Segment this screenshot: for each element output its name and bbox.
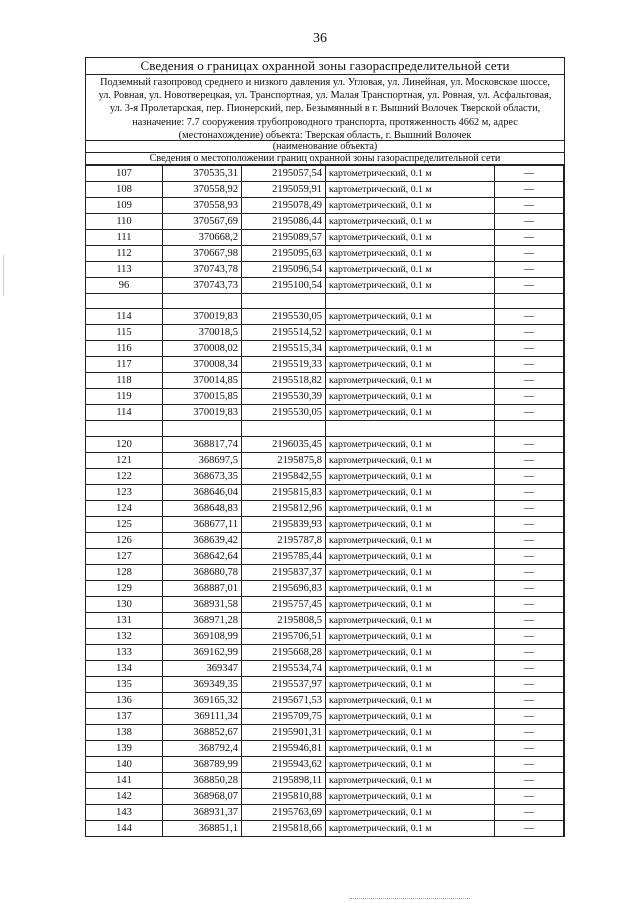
- y-coordinate-cell: 2195100,54: [242, 278, 326, 294]
- y-coordinate-cell: 2195842,55: [242, 468, 326, 484]
- method-cell: картометрический, 0.1 м: [326, 692, 495, 708]
- description-line: назначение: 7.7 сооружения трубопроводного транспорта, протяженность 4662 м, адрес: [132, 116, 518, 128]
- y-coordinate-cell: 2195057,54: [242, 166, 326, 182]
- note-cell: —: [495, 452, 564, 468]
- x-coordinate-cell: 370008,02: [163, 341, 242, 357]
- y-coordinate-cell: 2195089,57: [242, 230, 326, 246]
- table-row: [86, 198, 564, 214]
- scan-artifact: [350, 898, 470, 902]
- point-number-cell: 130: [86, 596, 163, 612]
- note-cell: —: [495, 740, 564, 756]
- description-line: ул. 3-я Пролетарская, пер. Пионерский, пер. Безымянный в г. Вышний Волочек Тверской области,: [109, 103, 541, 115]
- note-cell: —: [495, 182, 564, 198]
- note-cell: —: [495, 692, 564, 708]
- point-number-cell: 111: [86, 230, 163, 246]
- x-coordinate-cell: 370014,85: [163, 373, 242, 389]
- method-cell: [326, 421, 495, 436]
- note-cell: —: [495, 389, 564, 405]
- method-cell: картометрический, 0.1 м: [326, 246, 495, 262]
- x-coordinate-cell: 368673,35: [163, 468, 242, 484]
- note-cell: —: [495, 532, 564, 548]
- y-coordinate-cell: 2195815,83: [242, 484, 326, 500]
- description-line: (местонахождение) объекта: Тверская область, г. Вышний Волочек: [178, 129, 472, 141]
- note-cell: —: [495, 166, 564, 182]
- object-description: [86, 75, 564, 141]
- x-coordinate-cell: 368851,1: [163, 820, 242, 836]
- x-coordinate-cell: [163, 294, 242, 309]
- method-cell: картометрический, 0.1 м: [326, 230, 495, 246]
- point-number-cell: 144: [86, 820, 163, 836]
- x-coordinate-cell: 368697,5: [163, 452, 242, 468]
- note-cell: —: [495, 278, 564, 294]
- table-row: [86, 628, 564, 644]
- note-cell: —: [495, 596, 564, 612]
- x-coordinate-cell: 370535,31: [163, 166, 242, 182]
- page-number: 36: [313, 31, 327, 46]
- object-caption: (наименование объекта): [86, 141, 564, 153]
- point-number-cell: [86, 421, 163, 436]
- method-cell: картометрический, 0.1 м: [326, 389, 495, 405]
- x-coordinate-cell: 370019,83: [163, 405, 242, 421]
- point-number-cell: 133: [86, 644, 163, 660]
- x-coordinate-cell: 369108,99: [163, 628, 242, 644]
- point-number-cell: 131: [86, 612, 163, 628]
- y-coordinate-cell: [242, 421, 326, 436]
- x-coordinate-cell: 370008,34: [163, 357, 242, 373]
- x-coordinate-cell: 369162,99: [163, 644, 242, 660]
- x-coordinate-cell: 369349,35: [163, 676, 242, 692]
- method-cell: картометрический, 0.1 м: [326, 309, 495, 325]
- table-row: [86, 436, 564, 452]
- y-coordinate-cell: 2195839,93: [242, 516, 326, 532]
- method-cell: картометрический, 0.1 м: [326, 740, 495, 756]
- method-cell: картометрический, 0.1 м: [326, 532, 495, 548]
- y-coordinate-cell: [242, 294, 326, 309]
- point-number-cell: 96: [86, 278, 163, 294]
- y-coordinate-cell: 2195530,05: [242, 309, 326, 325]
- x-coordinate-cell: 370668,2: [163, 230, 242, 246]
- y-coordinate-cell: 2195709,75: [242, 708, 326, 724]
- y-coordinate-cell: 2195808,5: [242, 612, 326, 628]
- x-coordinate-cell: 368680,78: [163, 564, 242, 580]
- y-coordinate-cell: 2195515,34: [242, 341, 326, 357]
- x-coordinate-cell: [163, 421, 242, 436]
- table-row: [86, 262, 564, 278]
- note-cell: —: [495, 246, 564, 262]
- y-coordinate-cell: 2195519,33: [242, 357, 326, 373]
- table-row: [86, 309, 564, 325]
- x-coordinate-cell: 368971,28: [163, 612, 242, 628]
- method-cell: картометрический, 0.1 м: [326, 596, 495, 612]
- table-row: [86, 373, 564, 389]
- table-row: [86, 820, 564, 836]
- note-cell: —: [495, 628, 564, 644]
- point-number-cell: 143: [86, 804, 163, 820]
- method-cell: картометрический, 0.1 м: [326, 772, 495, 788]
- y-coordinate-cell: 2195810,88: [242, 788, 326, 804]
- note-cell: —: [495, 341, 564, 357]
- table-row: [86, 357, 564, 373]
- x-coordinate-cell: 368931,37: [163, 804, 242, 820]
- note-cell: —: [495, 564, 564, 580]
- y-coordinate-cell: 2195757,45: [242, 596, 326, 612]
- y-coordinate-cell: 2195787,8: [242, 532, 326, 548]
- method-cell: картометрический, 0.1 м: [326, 500, 495, 516]
- x-coordinate-cell: 369165,32: [163, 692, 242, 708]
- x-coordinate-cell: 368639,42: [163, 532, 242, 548]
- y-coordinate-cell: 2195530,05: [242, 405, 326, 421]
- table-row: [86, 596, 564, 612]
- point-number-cell: 114: [86, 309, 163, 325]
- point-number-cell: 125: [86, 516, 163, 532]
- point-number-cell: [86, 294, 163, 309]
- method-cell: картометрический, 0.1 м: [326, 373, 495, 389]
- table-row: [86, 166, 564, 182]
- y-coordinate-cell: 2195901,31: [242, 724, 326, 740]
- y-coordinate-cell: 2195696,83: [242, 580, 326, 596]
- y-coordinate-cell: 2195671,53: [242, 692, 326, 708]
- table-row: [86, 612, 564, 628]
- point-number-cell: 126: [86, 532, 163, 548]
- x-coordinate-cell: 368792,4: [163, 740, 242, 756]
- point-number-cell: 107: [86, 166, 163, 182]
- note-cell: —: [495, 548, 564, 564]
- note-cell: —: [495, 724, 564, 740]
- point-number-cell: 132: [86, 628, 163, 644]
- x-coordinate-cell: 368887,01: [163, 580, 242, 596]
- note-cell: —: [495, 436, 564, 452]
- table-row: [86, 740, 564, 756]
- method-cell: картометрический, 0.1 м: [326, 660, 495, 676]
- point-number-cell: 109: [86, 198, 163, 214]
- x-coordinate-cell: 368852,67: [163, 724, 242, 740]
- point-number-cell: 118: [86, 373, 163, 389]
- point-number-cell: 116: [86, 341, 163, 357]
- note-cell: —: [495, 676, 564, 692]
- table-row: [86, 580, 564, 596]
- method-cell: картометрический, 0.1 м: [326, 804, 495, 820]
- x-coordinate-cell: 370667,98: [163, 246, 242, 262]
- point-number-cell: 127: [86, 548, 163, 564]
- x-coordinate-cell: 368850,28: [163, 772, 242, 788]
- method-cell: картометрический, 0.1 м: [326, 436, 495, 452]
- table-row: [86, 804, 564, 820]
- scan-edge-mark: [3, 255, 4, 295]
- method-cell: картометрический, 0.1 м: [326, 564, 495, 580]
- note-cell: —: [495, 325, 564, 341]
- note-cell: —: [495, 373, 564, 389]
- method-cell: картометрический, 0.1 м: [326, 198, 495, 214]
- note-cell: —: [495, 357, 564, 373]
- note-cell: —: [495, 214, 564, 230]
- table-row: [86, 246, 564, 262]
- separator-row: [86, 421, 564, 436]
- point-number-cell: 142: [86, 788, 163, 804]
- note-cell: —: [495, 660, 564, 676]
- point-number-cell: 124: [86, 500, 163, 516]
- point-number-cell: 137: [86, 708, 163, 724]
- note-cell: —: [495, 198, 564, 214]
- method-cell: картометрический, 0.1 м: [326, 405, 495, 421]
- method-cell: картометрический, 0.1 м: [326, 612, 495, 628]
- table-row: [86, 452, 564, 468]
- point-number-cell: 141: [86, 772, 163, 788]
- x-coordinate-cell: 368646,04: [163, 484, 242, 500]
- note-cell: —: [495, 309, 564, 325]
- method-cell: картометрический, 0.1 м: [326, 214, 495, 230]
- y-coordinate-cell: 2195706,51: [242, 628, 326, 644]
- method-cell: картометрический, 0.1 м: [326, 644, 495, 660]
- x-coordinate-cell: 370743,73: [163, 278, 242, 294]
- y-coordinate-cell: 2195785,44: [242, 548, 326, 564]
- y-coordinate-cell: 2195095,63: [242, 246, 326, 262]
- method-cell: картометрический, 0.1 м: [326, 756, 495, 772]
- y-coordinate-cell: 2195898,11: [242, 772, 326, 788]
- method-cell: картометрический, 0.1 м: [326, 452, 495, 468]
- note-cell: [495, 421, 564, 436]
- note-cell: —: [495, 644, 564, 660]
- y-coordinate-cell: 2195818,66: [242, 820, 326, 836]
- method-cell: картометрический, 0.1 м: [326, 325, 495, 341]
- point-number-cell: 115: [86, 325, 163, 341]
- table-row: [86, 325, 564, 341]
- table-row: [86, 772, 564, 788]
- point-number-cell: 134: [86, 660, 163, 676]
- y-coordinate-cell: 2195086,44: [242, 214, 326, 230]
- table-row: [86, 756, 564, 772]
- method-cell: картометрический, 0.1 м: [326, 548, 495, 564]
- note-cell: —: [495, 612, 564, 628]
- point-number-cell: 136: [86, 692, 163, 708]
- table-row: [86, 644, 564, 660]
- y-coordinate-cell: 2195059,91: [242, 182, 326, 198]
- x-coordinate-cell: 370018,5: [163, 325, 242, 341]
- x-coordinate-cell: 368677,11: [163, 516, 242, 532]
- method-cell: картометрический, 0.1 м: [326, 628, 495, 644]
- point-number-cell: 119: [86, 389, 163, 405]
- note-cell: —: [495, 820, 564, 836]
- y-coordinate-cell: 2195530,39: [242, 389, 326, 405]
- method-cell: картометрический, 0.1 м: [326, 788, 495, 804]
- method-cell: картометрический, 0.1 м: [326, 676, 495, 692]
- description-line: ул. Ровная, ул. Новотверецкая, ул. Транспортная, ул. Малая Транспортная, ул. Ровная, ул. Асфальтовая,: [98, 90, 552, 102]
- section-header: Сведения о местоположении границ охранной зоны газораспределительной сети: [86, 153, 564, 165]
- table-row: [86, 389, 564, 405]
- point-number-cell: 120: [86, 436, 163, 452]
- point-number-cell: 140: [86, 756, 163, 772]
- coordinates-table: [85, 165, 564, 837]
- table-row: [86, 468, 564, 484]
- separator-row: [86, 294, 564, 309]
- note-cell: —: [495, 262, 564, 278]
- method-cell: картометрический, 0.1 м: [326, 820, 495, 836]
- y-coordinate-cell: 2195668,28: [242, 644, 326, 660]
- x-coordinate-cell: 370015,85: [163, 389, 242, 405]
- y-coordinate-cell: 2195537,97: [242, 676, 326, 692]
- note-cell: —: [495, 580, 564, 596]
- note-cell: [495, 294, 564, 309]
- x-coordinate-cell: 369111,34: [163, 708, 242, 724]
- note-cell: —: [495, 772, 564, 788]
- document-title: Сведения о границах охранной зоны газораспределительной сети: [86, 58, 564, 75]
- table-row: [86, 341, 564, 357]
- zone-boundary-document: [85, 57, 565, 837]
- point-number-cell: 121: [86, 452, 163, 468]
- method-cell: картометрический, 0.1 м: [326, 182, 495, 198]
- table-row: [86, 182, 564, 198]
- y-coordinate-cell: 2195875,8: [242, 452, 326, 468]
- x-coordinate-cell: 368648,83: [163, 500, 242, 516]
- method-cell: картометрический, 0.1 м: [326, 262, 495, 278]
- x-coordinate-cell: 370558,93: [163, 198, 242, 214]
- point-number-cell: 135: [86, 676, 163, 692]
- point-number-cell: 122: [86, 468, 163, 484]
- point-number-cell: 112: [86, 246, 163, 262]
- x-coordinate-cell: 368642,64: [163, 548, 242, 564]
- note-cell: —: [495, 756, 564, 772]
- point-number-cell: 110: [86, 214, 163, 230]
- table-row: [86, 500, 564, 516]
- method-cell: [326, 294, 495, 309]
- point-number-cell: 128: [86, 564, 163, 580]
- method-cell: картометрический, 0.1 м: [326, 341, 495, 357]
- table-row: [86, 724, 564, 740]
- method-cell: картометрический, 0.1 м: [326, 278, 495, 294]
- method-cell: картометрический, 0.1 м: [326, 357, 495, 373]
- method-cell: картометрический, 0.1 м: [326, 580, 495, 596]
- x-coordinate-cell: 368789,99: [163, 756, 242, 772]
- table-row: [86, 788, 564, 804]
- method-cell: картометрический, 0.1 м: [326, 708, 495, 724]
- y-coordinate-cell: 2195534,74: [242, 660, 326, 676]
- table-row: [86, 548, 564, 564]
- y-coordinate-cell: 2196035,45: [242, 436, 326, 452]
- y-coordinate-cell: 2195514,52: [242, 325, 326, 341]
- y-coordinate-cell: 2195518,82: [242, 373, 326, 389]
- point-number-cell: 114: [86, 405, 163, 421]
- x-coordinate-cell: 370743,78: [163, 262, 242, 278]
- point-number-cell: 117: [86, 357, 163, 373]
- note-cell: —: [495, 804, 564, 820]
- x-coordinate-cell: 370558,92: [163, 182, 242, 198]
- point-number-cell: 113: [86, 262, 163, 278]
- x-coordinate-cell: 370019,83: [163, 309, 242, 325]
- note-cell: —: [495, 468, 564, 484]
- method-cell: картометрический, 0.1 м: [326, 516, 495, 532]
- note-cell: —: [495, 230, 564, 246]
- point-number-cell: 108: [86, 182, 163, 198]
- table-row: [86, 214, 564, 230]
- table-row: [86, 278, 564, 294]
- note-cell: —: [495, 516, 564, 532]
- note-cell: —: [495, 708, 564, 724]
- x-coordinate-cell: 368968,07: [163, 788, 242, 804]
- method-cell: картометрический, 0.1 м: [326, 484, 495, 500]
- note-cell: —: [495, 484, 564, 500]
- point-number-cell: 139: [86, 740, 163, 756]
- table-row: [86, 676, 564, 692]
- y-coordinate-cell: 2195763,69: [242, 804, 326, 820]
- note-cell: —: [495, 405, 564, 421]
- x-coordinate-cell: 370567,69: [163, 214, 242, 230]
- note-cell: —: [495, 500, 564, 516]
- method-cell: картометрический, 0.1 м: [326, 724, 495, 740]
- table-row: [86, 516, 564, 532]
- y-coordinate-cell: 2195078,49: [242, 198, 326, 214]
- table-row: [86, 532, 564, 548]
- y-coordinate-cell: 2195812,96: [242, 500, 326, 516]
- table-row: [86, 405, 564, 421]
- table-row: [86, 484, 564, 500]
- x-coordinate-cell: 369347: [163, 660, 242, 676]
- table-row: [86, 708, 564, 724]
- method-cell: картометрический, 0.1 м: [326, 166, 495, 182]
- method-cell: картометрический, 0.1 м: [326, 468, 495, 484]
- x-coordinate-cell: 368817,74: [163, 436, 242, 452]
- point-number-cell: 129: [86, 580, 163, 596]
- table-row: [86, 660, 564, 676]
- point-number-cell: 123: [86, 484, 163, 500]
- x-coordinate-cell: 368931,58: [163, 596, 242, 612]
- table-row: [86, 564, 564, 580]
- y-coordinate-cell: 2195946,81: [242, 740, 326, 756]
- y-coordinate-cell: 2195837,37: [242, 564, 326, 580]
- note-cell: —: [495, 788, 564, 804]
- table-row: [86, 692, 564, 708]
- table-row: [86, 230, 564, 246]
- y-coordinate-cell: 2195096,54: [242, 262, 326, 278]
- description-line: Подземный газопровод среднего и низкого давления ул. Угловая, ул. Линейная, ул. Московское шоссе,: [100, 77, 550, 88]
- point-number-cell: 138: [86, 724, 163, 740]
- y-coordinate-cell: 2195943,62: [242, 756, 326, 772]
